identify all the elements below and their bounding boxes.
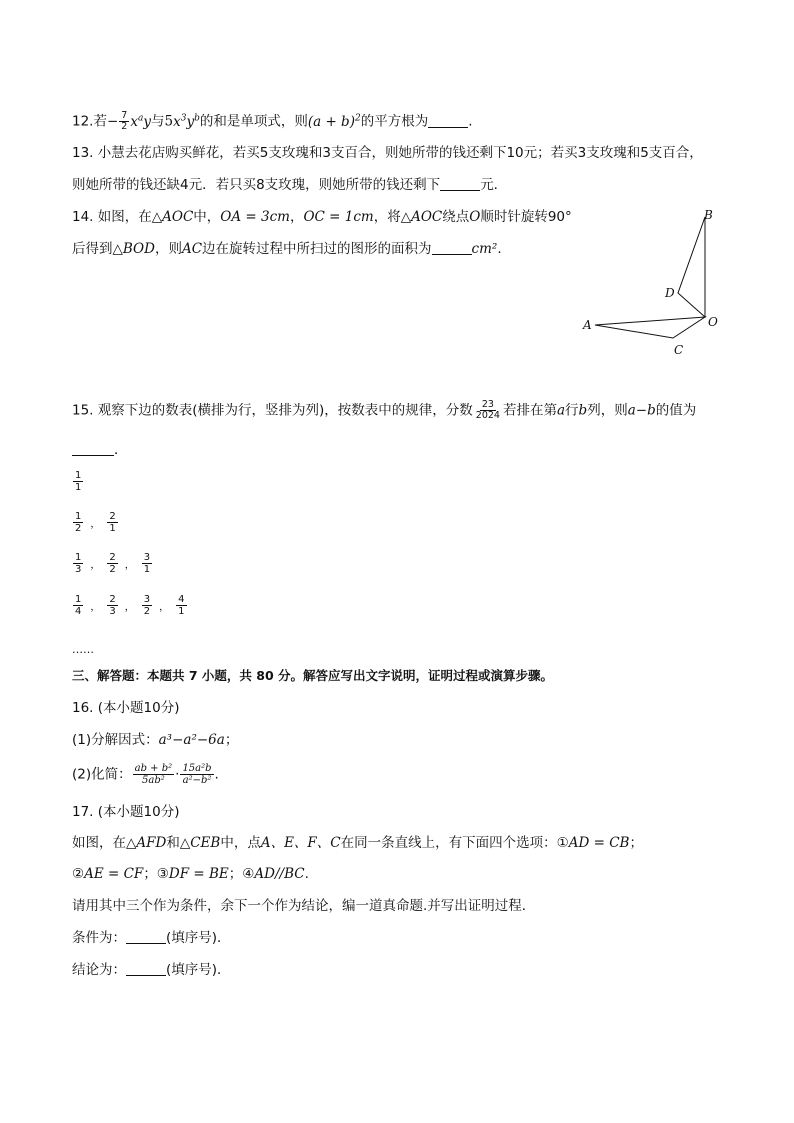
question-17-line-1: 如图，在△AFD和△CEB中，点A、E、F、C在同一条直线上，有下面四个选项：①AD = CB； bbox=[72, 835, 643, 851]
answer-blank[interactable] bbox=[72, 441, 114, 456]
table-fraction: $\frac{2}{2}$ bbox=[109, 552, 116, 575]
table-fraction: $\frac{1}{2}$ bbox=[75, 511, 82, 534]
fraction: $\frac{7}{2}$ bbox=[121, 110, 128, 132]
answer-blank[interactable] bbox=[440, 176, 480, 191]
question-13-line-1: 13. 小慧去花店购买鲜花，若买5支玫瑰和3支百合，则她所带的钱还剩下10元；若买3支玫瑰和5支百合， bbox=[72, 145, 703, 161]
table-fraction: $\frac{2}{3}$ bbox=[109, 594, 116, 617]
triangle-bod bbox=[678, 217, 705, 317]
table-fraction: $\frac{4}{1}$ bbox=[178, 594, 185, 617]
question-16-part-1: (1)分解因式：a³−a²−6a； bbox=[72, 732, 239, 748]
separator: ， bbox=[90, 560, 101, 571]
triangle-aoc bbox=[595, 317, 705, 338]
table-fraction: $\frac{2}{1}$ bbox=[109, 511, 116, 534]
fraction: $\frac{\text{15a²b}}{\text{a²−b²}}$ bbox=[182, 763, 212, 786]
separator: ， bbox=[124, 602, 135, 613]
table-row-2 bbox=[72, 511, 119, 534]
answer-blank[interactable] bbox=[428, 113, 468, 128]
question-15-line-1: 15. 观察下边的数表(横排为行，竖排为列)，按数表中的规律，分数 $\frac{23}{2024}$ 若排在第a行b列，则a−b的值为 bbox=[72, 399, 697, 421]
separator: ， bbox=[124, 560, 135, 571]
answer-blank[interactable] bbox=[126, 929, 166, 944]
answer-blank[interactable] bbox=[126, 961, 166, 976]
separator: ， bbox=[90, 602, 101, 613]
label-c: C bbox=[674, 343, 684, 355]
label-b: B bbox=[704, 208, 713, 222]
table-fraction: $\frac{3}{1}$ bbox=[143, 552, 151, 575]
question-13-line-2: 则她所带的钱还缺4元．若只买8支玫瑰，则她所带的钱还剩下 元． bbox=[72, 177, 508, 193]
table-fraction: $\frac{1}{4}$ bbox=[75, 594, 82, 617]
label-d: D bbox=[665, 286, 675, 300]
fraction: $\frac{\text{ab + b²}}{\text{5ab²}}$ bbox=[134, 763, 173, 786]
table-fraction: $\frac{3}{2}$ bbox=[143, 594, 151, 617]
table-row-3 bbox=[72, 552, 153, 575]
ellipsis: …… bbox=[72, 643, 94, 656]
rotation-figure bbox=[575, 205, 725, 355]
table-fraction: $\frac{1}{1}$ bbox=[75, 470, 82, 493]
question-17-conclusion: 结论为： (填序号)． bbox=[72, 962, 231, 978]
fraction: $\frac{23}{2024}$ bbox=[475, 399, 500, 421]
table-fraction: $\frac{1}{3}$ bbox=[75, 552, 82, 575]
question-17-head: 17. (本小题10分) bbox=[72, 804, 180, 820]
label-o: O bbox=[708, 315, 718, 329]
table-row-1 bbox=[72, 470, 84, 493]
question-14-line-2: 后得到△BOD，则AC边在旋转过程中所扫过的图形的面积为 cm². bbox=[72, 241, 502, 257]
question-17-condition: 条件为： (填序号)． bbox=[72, 930, 231, 946]
separator: ， bbox=[159, 602, 170, 613]
question-16-part-2: (2)化简： $\frac{\text{ab + b²}}{\text{5ab²}}$ · $\frac{\text{15a²b}}{\text{a²−b²}}$ . bbox=[72, 763, 219, 786]
question-17-line-3: 请用其中三个作为条件，余下一个作为结论，编一道真命题.并写出证明过程． bbox=[72, 898, 536, 914]
section-3-title: 三、解答题：本题共 7 小题，共 80 分。解答应写出文字说明，证明过程或演算步骤。 bbox=[72, 668, 554, 683]
separator: ， bbox=[90, 519, 101, 530]
question-12: 12.若− $\frac{7}{2}$ $x^ay$与$5x^3y^b$的和是单项式，则$(a + b)^2$的平方根为 . bbox=[72, 110, 473, 132]
question-16-head: 16. (本小题10分) bbox=[72, 700, 180, 716]
answer-blank[interactable] bbox=[432, 240, 472, 255]
label-a: A bbox=[583, 318, 592, 332]
question-17-line-2: ②AE = CF；③DF = BE；④AD//BC. bbox=[72, 866, 309, 882]
question-15-line-2: ． bbox=[72, 440, 128, 460]
question-14-line-1: 14. 如图，在△AOC中，OA = 3cm，OC = 1cm，将△AOC绕点O顺时针旋转90° bbox=[72, 209, 572, 225]
table-row-4 bbox=[72, 594, 188, 617]
